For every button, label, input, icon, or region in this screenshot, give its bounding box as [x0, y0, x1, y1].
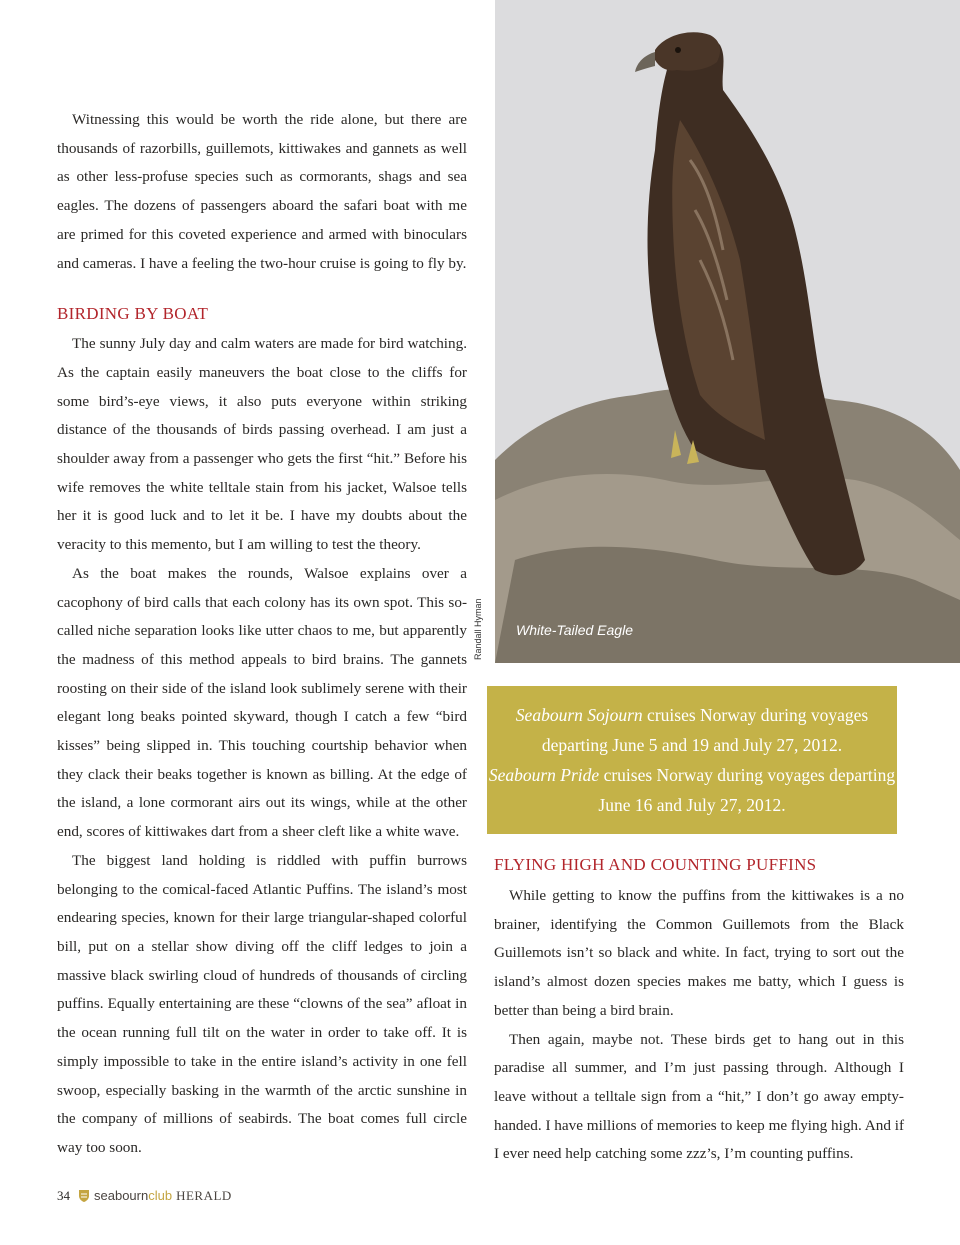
- callout-line-sojourn: [487, 700, 897, 760]
- body-paragraph: As the boat makes the rounds, Walsoe explains over a cacophony of bird calls that each colony has its own spot. This so-called niche separation looks like utter chaos to me, but apparently the madness of this method appeals to bird brains. The gannets roosting on their side of the island look sublimely serene with their elegant long beaks pointed skyward, though I catch a few “bird kisses” being slipped in. This touching courtship behavior when they clack their beaks together is known as billing. At the edge of the island, a lone cormorant airs out its wings, while at the other end, scores of kittiwakes dart from a sheer cleft like a white wave.: [57, 564, 467, 841]
- body-paragraph: Then again, maybe not. These birds get to hang out in this paradise all summer, and I’m just passing through. Although I leave without a telltale sign from a “hit,” I don’t go away empty-handed. I have millions of memories to keep me flying high. And if I ever need help catching some zzz’s, I’m counting puffins.: [494, 1030, 904, 1163]
- callout-text-sojourn: cruises Norway during voyages departing June 5 and 19 and July 27, 2012.: [541, 705, 869, 755]
- page-footer: [57, 1188, 232, 1204]
- photo-caption: White-Tailed Eagle: [516, 622, 633, 638]
- ship-name-sojourn: Seabourn Sojourn: [515, 705, 643, 725]
- callout-text-pride: cruises Norway during voyages departing June 16 and July 27, 2012.: [598, 765, 896, 815]
- brand-seabourn: seabourn: [94, 1188, 149, 1203]
- callout-line-pride: [487, 760, 897, 820]
- intro-paragraph: Witnessing this would be worth the ride alone, but there are thousands of razorbills, guillemots, kittiwakes and gannets as well as other less-profuse species such as cormorants, shags and sea eagles. The dozens of passengers aboard the safari boat with me are primed for this coveted experience and armed with binoculars and cameras. I have a feeling the two-hour cruise is going to fly by.: [57, 111, 467, 272]
- eagle-illustration: [495, 0, 960, 663]
- eagle-photo: [495, 0, 960, 663]
- cruise-callout-box: [487, 686, 897, 834]
- brand-herald: HERALD: [176, 1188, 232, 1203]
- right-column: [494, 851, 904, 1169]
- body-paragraph: The sunny July day and calm waters are made for bird watching. As the captain easily maneuvers the boat close to the cliffs for some bird’s-eye views, it also puts everyone within striking distance of the thousands of birds passing overhead. I am just a shoulder away from a passenger who gets the first “hit.” Before his wife removes the white telltale stain from his jacket, Walsoe tells her it is good luck and to let it be. I have my doubts about the veracity to this memento, but I am willing to test the theory.: [57, 335, 467, 554]
- photo-credit: Randall Hyman: [473, 598, 483, 660]
- page-number: 34: [57, 1188, 70, 1203]
- brand-club: club: [148, 1188, 173, 1203]
- shield-icon: [78, 1189, 90, 1203]
- magazine-logo: [78, 1188, 232, 1204]
- body-paragraph: The biggest land holding is riddled with puffin burrows belonging to the comical-faced Atlantic Puffins. The island’s most endearing species, known for their large triangular-shaped colorful bill, put on a stellar show diving off the cliff ledges to join a massive black swirling cloud of hundreds of thousands of circling puffins. Equally entertaining are these “clowns of the sea” afloat in the ocean running full tilt on the water in order to take off. It is simply impossible to take in the entire island’s activity in one fell swoop, especially basking in the warmth of the arctic sunshine in the company of millions of seabirds. The boat comes full circle way too soon.: [57, 851, 467, 1156]
- section-heading-puffins: FLYING HIGH AND COUNTING PUFFINS: [494, 855, 817, 874]
- section-heading-birding: BIRDING BY BOAT: [57, 304, 209, 324]
- left-column: [57, 106, 467, 1163]
- ship-name-pride: Seabourn Pride: [488, 765, 600, 785]
- body-paragraph: While getting to know the puffins from the kittiwakes is a no brainer, identifying the Common Guillemots from the Black Guillemots isn’t so black and white. In fact, trying to sort out the island’s almost dozen species makes me batty, which I guess is better than being a bird brain.: [494, 887, 904, 1019]
